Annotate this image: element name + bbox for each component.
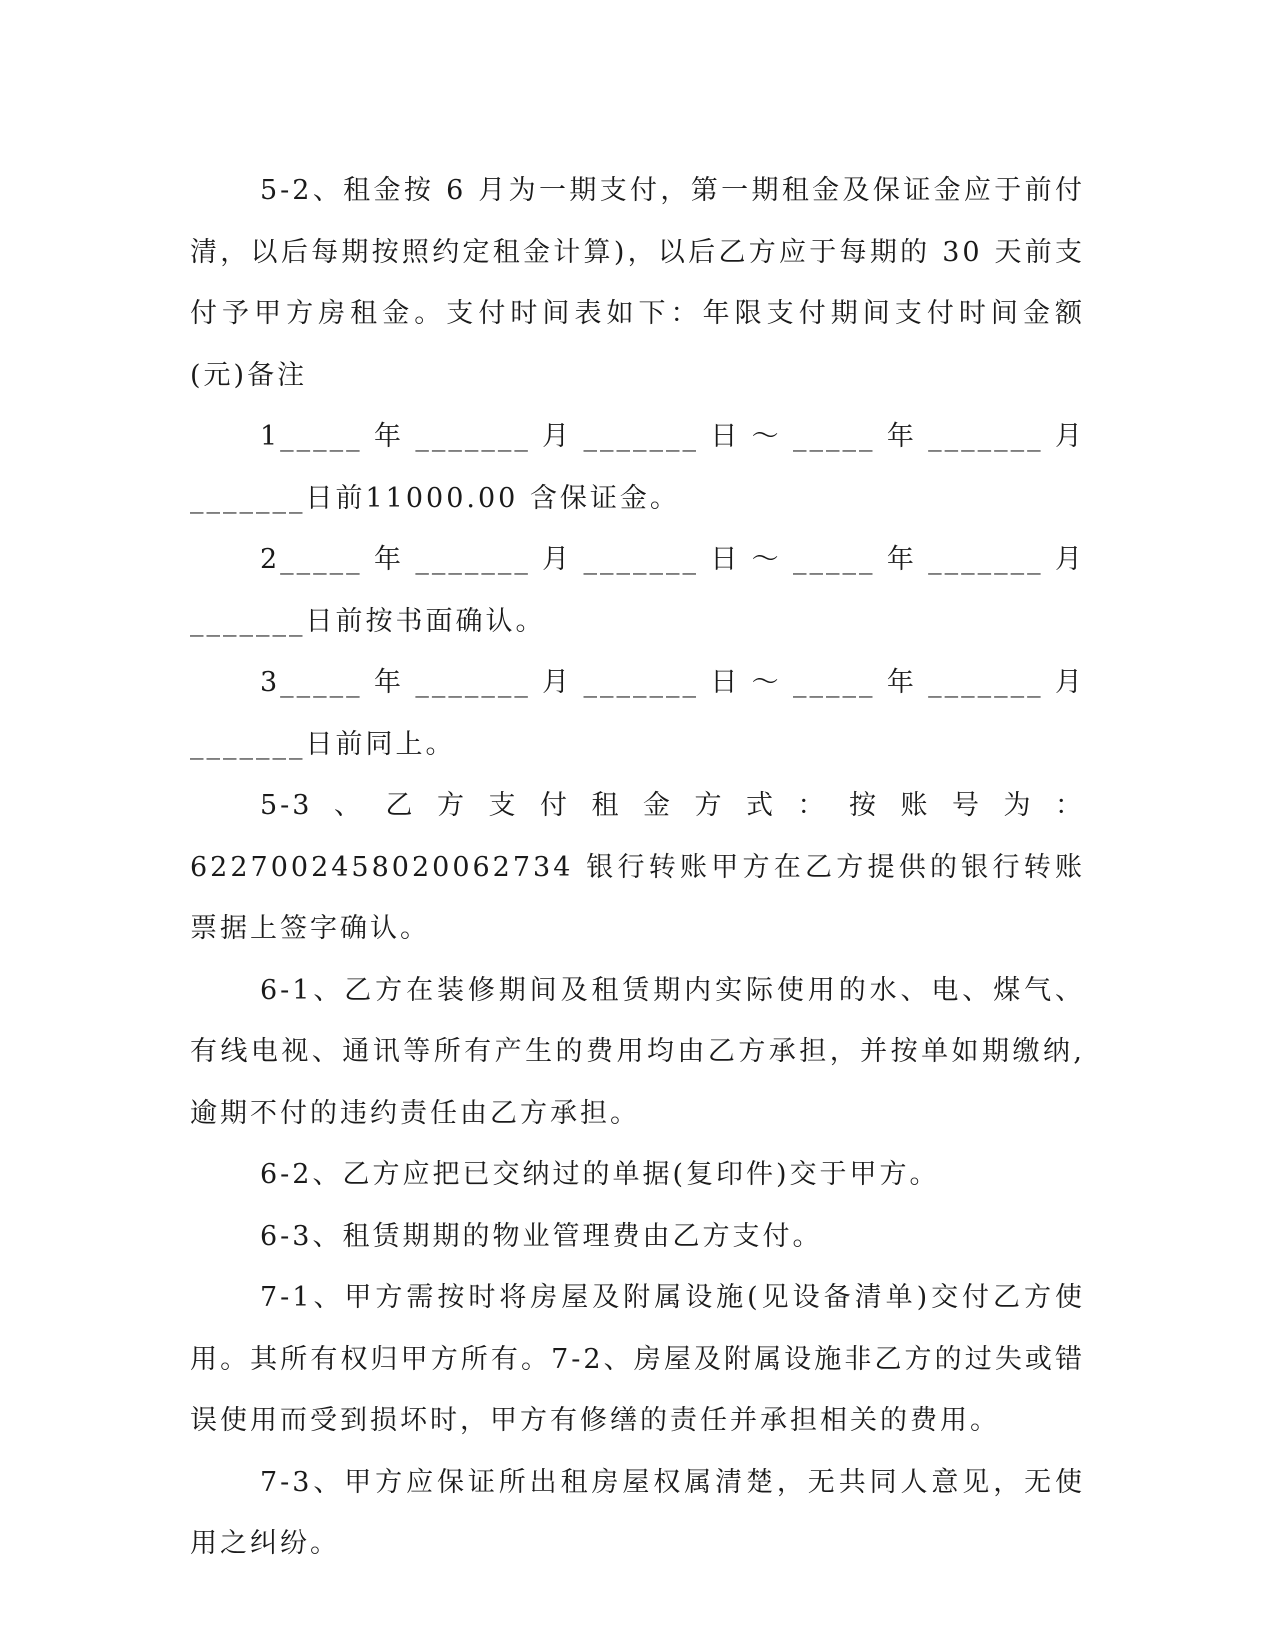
clause-7-3: 7-3、甲方应保证所出租房屋权属清楚，无共同人意见，无使用之纠纷。 (190, 1466, 1085, 1559)
clause-6-1: 6-1、乙方在装修期间及租赁期内实际使用的水、电、煤气、有线电视、通讯等所有产生的费用均由乙方承担，并按单如期缴纳,逾期不付的违约责任由乙方承担。 (190, 974, 1085, 1129)
clause-6-2: 6-2、乙方应把已交纳过的单据(复印件)交于甲方。 (260, 1159, 940, 1190)
clause-5-3: 5-3、乙方支付租金方式：按账号为：6227002458020062734 银行转账甲方在乙方提供的银行转账票据上签字确认。 (190, 790, 1085, 944)
clause-7-1: 7-1、甲方需按时将房屋及附属设施(见设备清单)交付乙方使用。其所有权归甲方所有。7-2、房屋及附属设施非乙方的过失或错误使用而受到损坏时，甲方有修缮的责任并承担相关的费用。 (190, 1282, 1085, 1436)
clause-6-3: 6-3、租赁期期的物业管理费由乙方支付。 (260, 1220, 823, 1252)
payment-schedule-row-2: 2_____年_______月_______日～_____年_______月_______日前按书面确认。 (190, 544, 1085, 637)
payment-schedule-row-1: 1_____年_______月_______日～_____年_______月_______日前11000.00 含保证金。 (190, 421, 1085, 514)
document-body (190, 160, 1085, 1575)
payment-schedule-row-3: 3_____年_______月_______日～_____年_______月_______日前同上。 (190, 667, 1085, 760)
clause-5-2: 5-2、租金按 6 月为一期支付，第一期租金及保证金应于前付清，以后每期按照约定租金计算)，以后乙方应于每期的 30 天前支付予甲方房租金。支付时间表如下：年限支付期间支付时间金额(元)备注 (190, 175, 1085, 391)
